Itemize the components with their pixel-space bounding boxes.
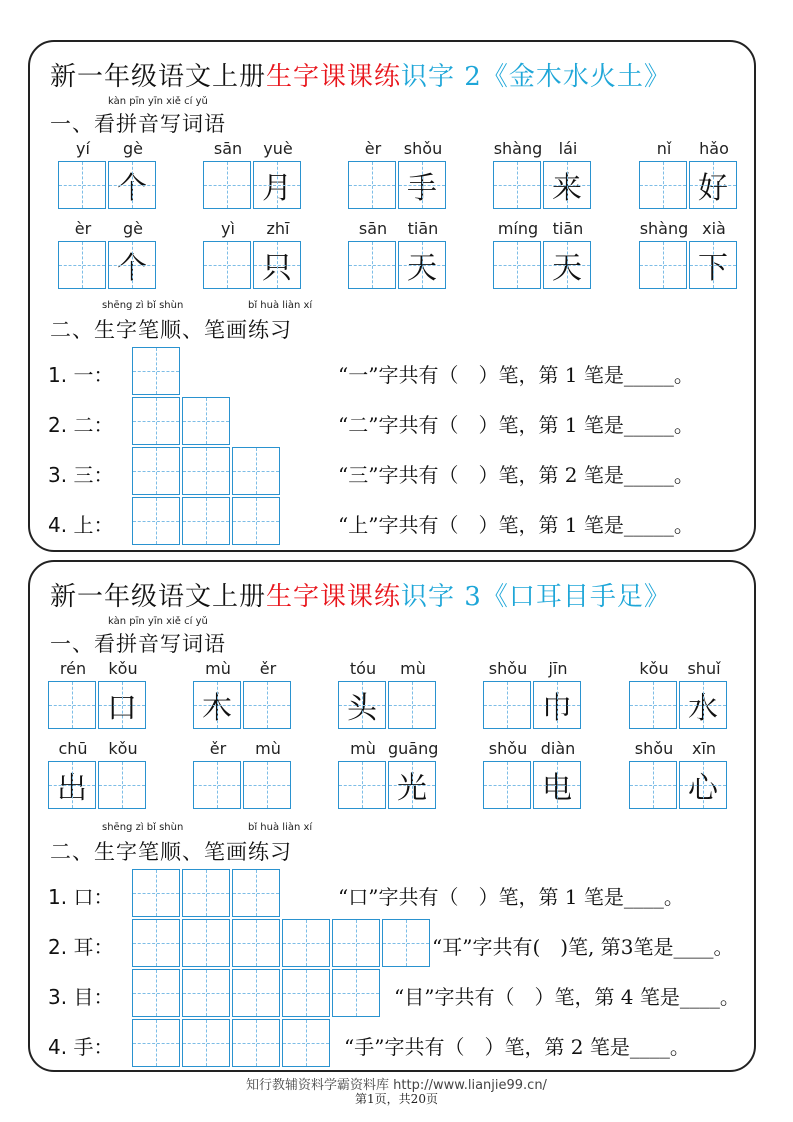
pinyin-syllable: tiān [552,219,584,238]
pinyin-syllable: yì [221,219,235,238]
pinyin-syllable: diàn [540,739,576,758]
tianzige-cell[interactable] [543,161,591,209]
tianzige-cell[interactable] [533,761,581,809]
stroke-row-label: 3. 目： [48,985,114,1009]
pinyin-syllable: ěr [209,739,227,758]
stroke-question: “目”字共有（ ）笔，第 4 笔是____。 [394,985,740,1009]
stroke-question: “耳”字共有( )笔, 第3笔是____。 [432,935,734,959]
stroke-practice-cell[interactable] [132,969,180,1017]
stroke-question: “手”字共有（ ）笔，第 2 笔是____。 [344,1035,690,1059]
pinyin-syllable: xīn [691,739,717,758]
tianzige-cell[interactable] [639,241,687,289]
stroke-row-label: 4. 上： [48,513,114,537]
cell-character: 天 [552,251,582,286]
stroke-question: “三”字共有（ ）笔，第 2 笔是_____。 [338,463,694,487]
stroke-practice-cell[interactable] [232,447,280,495]
title-course: 生字课课练 [266,62,402,92]
tianzige-cell[interactable] [108,241,156,289]
pinyin-syllable: mù [205,659,231,678]
tianzige-cell[interactable] [679,681,727,729]
tianzige-cell[interactable] [253,161,301,209]
pinyin-syllable: shǒu [488,739,528,758]
tianzige-cell[interactable] [689,161,737,209]
footer-page-number: 第1页，共20页 [355,1092,438,1106]
pinyin-syllable: nǐ [656,139,672,158]
pinyin-syllable: míng [497,219,539,238]
stroke-practice-cell[interactable] [182,969,230,1017]
pinyin-syllable: mù [400,659,426,678]
pinyin-syllable: zhī [266,219,290,238]
tianzige-cell[interactable] [203,161,251,209]
cell-character: 个 [117,251,147,286]
tianzige-cell[interactable] [243,761,291,809]
stroke-practice-cell[interactable] [332,969,380,1017]
tianzige-cell[interactable] [203,241,251,289]
panel-title [50,56,671,93]
pinyin-syllable: shǒu [488,659,528,678]
tianzige-cell[interactable] [639,161,687,209]
cell-character: 个 [117,171,147,206]
tianzige-cell[interactable] [533,681,581,729]
tianzige-cell[interactable] [98,681,146,729]
stroke-row-label: 1. 口： [48,885,114,909]
cell-character: 手 [407,171,437,206]
stroke-practice-cell[interactable] [232,919,280,967]
pinyin-syllable: gè [123,219,143,238]
cell-character: 木 [202,691,232,726]
pinyin-syllable: èr [74,219,92,238]
tianzige-cell[interactable] [398,161,446,209]
cell-character: 天 [407,251,437,286]
cell-character: 光 [397,771,427,806]
pinyin-syllable: shǒu [634,739,674,758]
tianzige-cell[interactable] [689,241,737,289]
cell-character: 巾 [542,691,572,726]
stroke-practice-cell[interactable] [132,1019,180,1067]
stroke-row-label: 2. 二： [48,413,114,437]
tianzige-cell[interactable] [348,241,396,289]
cell-character: 头 [347,691,377,726]
title-course: 生字课课练 [266,582,402,612]
panel-title [50,576,671,613]
tianzige-cell[interactable] [98,761,146,809]
section1-heading: 一、看拼音写词语 [50,112,226,136]
pinyin-syllable: kǒu [108,739,138,758]
pinyin-syllable: chū [58,739,88,758]
section2-heading: 二、生字笔顺、笔画练习 [50,840,292,864]
tianzige-cell[interactable] [58,241,106,289]
pinyin-syllable: ěr [259,659,277,678]
stroke-question: “口”字共有（ ）笔，第 1 笔是____。 [338,885,684,909]
stroke-practice-cell[interactable] [282,969,330,1017]
section2-pinyin-b: bǐ huà liàn xí [248,822,313,833]
tianzige-cell[interactable] [388,761,436,809]
stroke-practice-cell[interactable] [232,497,280,545]
tianzige-cell[interactable] [108,161,156,209]
tianzige-cell[interactable] [48,681,96,729]
stroke-practice-cell[interactable] [232,969,280,1017]
section1-pinyin: kàn pīn yīn xiě cí yǔ [108,616,208,627]
stroke-practice-cell[interactable] [132,869,180,917]
stroke-practice-cell[interactable] [132,919,180,967]
tianzige-cell[interactable] [193,681,241,729]
title-lesson: 识字 2《金木水火土》 [401,62,671,92]
stroke-row-label: 2. 耳： [48,935,114,959]
stroke-practice-cell[interactable] [232,1019,280,1067]
pinyin-syllable: sān [213,139,243,158]
stroke-practice-cell[interactable] [182,447,230,495]
section2-heading: 二、生字笔顺、笔画练习 [50,318,292,342]
stroke-row-label: 1. 一： [48,363,114,387]
section1-pinyin: kàn pīn yīn xiě cí yǔ [108,96,208,107]
section2-pinyin-a: shēng zì bǐ shùn [102,300,184,311]
pinyin-syllable: tiān [407,219,439,238]
stroke-practice-cell[interactable] [332,919,380,967]
cell-character: 电 [542,771,572,806]
cell-character: 来 [552,171,582,206]
stroke-question: “二”字共有（ ）笔，第 1 笔是_____。 [338,413,694,437]
tianzige-cell[interactable] [193,761,241,809]
stroke-practice-cell[interactable] [232,869,280,917]
stroke-practice-cell[interactable] [282,1019,330,1067]
tianzige-cell[interactable] [243,681,291,729]
tianzige-cell[interactable] [483,681,531,729]
stroke-practice-cell[interactable] [182,869,230,917]
cell-character: 下 [698,251,728,286]
pinyin-syllable: mù [255,739,281,758]
tianzige-cell[interactable] [543,241,591,289]
stroke-practice-cell[interactable] [382,919,430,967]
stroke-practice-cell[interactable] [182,1019,230,1067]
tianzige-cell[interactable] [679,761,727,809]
cell-character: 出 [57,771,87,806]
pinyin-syllable: shuǐ [687,659,721,678]
pinyin-syllable: guāng [388,739,439,758]
cell-character: 水 [688,691,718,726]
tianzige-cell[interactable] [483,761,531,809]
pinyin-syllable: hǎo [699,139,729,158]
title-grade: 新一年级语文上册 [50,62,267,92]
worksheet-panel-1 [28,40,756,552]
tianzige-cell[interactable] [493,161,541,209]
stroke-row-label: 4. 手： [48,1035,114,1059]
stroke-practice-cell[interactable] [132,447,180,495]
pinyin-syllable: kǒu [108,659,138,678]
tianzige-cell[interactable] [629,761,677,809]
pinyin-syllable: yí [76,139,90,158]
pinyin-syllable: kǒu [639,659,669,678]
stroke-practice-cell[interactable] [132,397,180,445]
tianzige-cell[interactable] [493,241,541,289]
pinyin-syllable: rén [59,659,87,678]
tianzige-cell[interactable] [388,681,436,729]
cell-character: 只 [262,251,292,286]
stroke-practice-cell[interactable] [182,497,230,545]
tianzige-cell[interactable] [48,761,96,809]
footer-source: 知行教辅资料学霸资料库 http://www.lianjie99.cn/ [246,1078,547,1093]
tianzige-cell[interactable] [253,241,301,289]
section2-pinyin-a: shēng zì bǐ shùn [102,822,184,833]
pinyin-syllable: shǒu [403,139,443,158]
pinyin-syllable: shàng [493,139,543,158]
stroke-practice-cell[interactable] [132,347,180,395]
cell-character: 月 [262,171,292,206]
tianzige-cell[interactable] [338,761,386,809]
stroke-practice-cell[interactable] [132,497,180,545]
tianzige-cell[interactable] [348,161,396,209]
pinyin-syllable: jīn [548,659,568,678]
stroke-question: “一”字共有（ ）笔，第 1 笔是_____。 [338,363,694,387]
pinyin-syllable: mù [350,739,376,758]
pinyin-syllable: yuè [263,139,293,158]
stroke-practice-cell[interactable] [282,919,330,967]
section1-heading: 一、看拼音写词语 [50,632,226,656]
pinyin-syllable: xià [702,219,726,238]
pinyin-syllable: sān [358,219,388,238]
pinyin-syllable: shàng [639,219,689,238]
tianzige-cell[interactable] [398,241,446,289]
cell-character: 心 [688,771,718,806]
tianzige-cell[interactable] [338,681,386,729]
tianzige-cell[interactable] [58,161,106,209]
pinyin-syllable: lái [558,139,578,158]
title-grade: 新一年级语文上册 [50,582,267,612]
cell-character: 好 [698,171,728,206]
stroke-practice-cell[interactable] [182,397,230,445]
stroke-row-label: 3. 三： [48,463,114,487]
worksheet-panel-2 [28,560,756,1072]
tianzige-cell[interactable] [629,681,677,729]
section2-pinyin-b: bǐ huà liàn xí [248,300,313,311]
pinyin-syllable: tóu [349,659,377,678]
pinyin-syllable: gè [123,139,143,158]
cell-character: 口 [107,691,137,726]
title-lesson: 识字 3《口耳目手足》 [401,582,671,612]
stroke-practice-cell[interactable] [182,919,230,967]
pinyin-syllable: èr [364,139,382,158]
stroke-question: “上”字共有（ ）笔，第 1 笔是_____。 [338,513,694,537]
